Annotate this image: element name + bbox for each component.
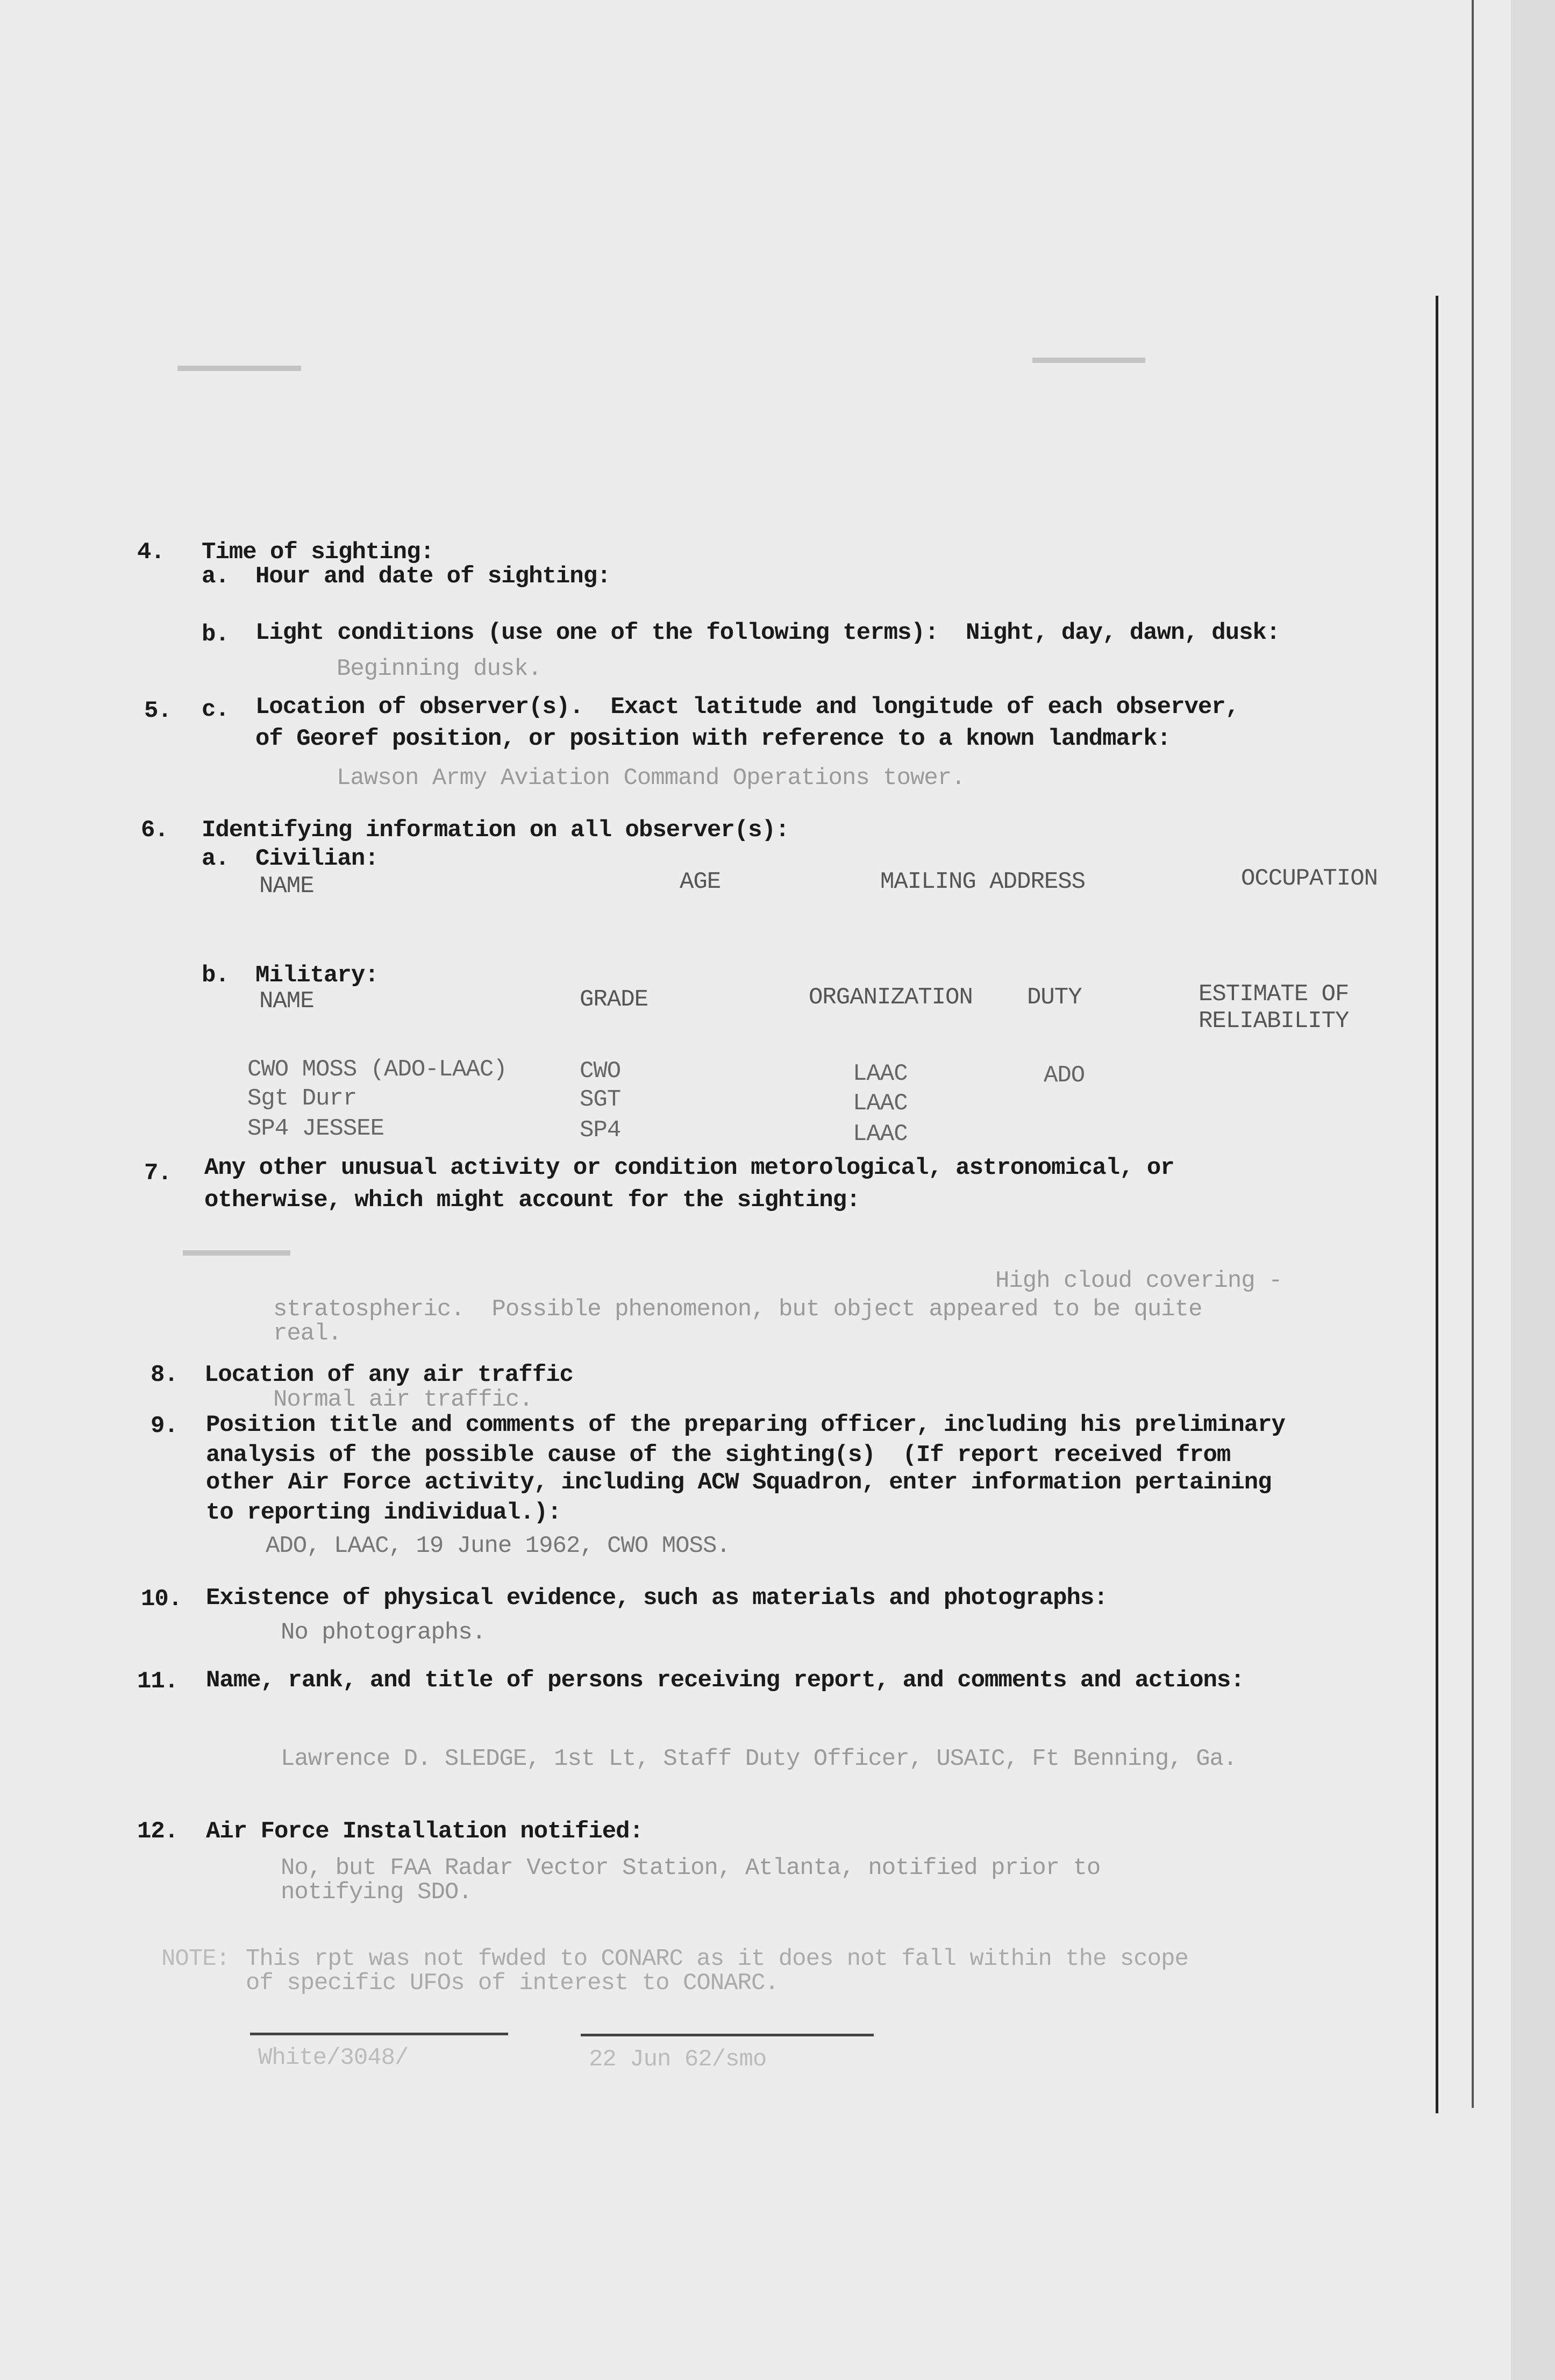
observer-org: LAAC: [853, 1121, 908, 1148]
redaction-mark: [177, 366, 301, 371]
item-9-answer: ADO, LAAC, 19 June 1962, CWO MOSS.: [266, 1533, 730, 1559]
item-4b-label: Light conditions (use one of the following terms): Night, day, dawn, dusk:: [255, 619, 1280, 646]
item-4b-answer: Beginning dusk.: [337, 655, 542, 682]
page-edge: [1511, 0, 1555, 2380]
item-4a-letter: a.: [202, 563, 229, 590]
item-6a-label: Civilian:: [255, 845, 379, 872]
margin-line: [1436, 296, 1438, 2113]
item-6b-label: Military:: [255, 962, 379, 989]
item-6a-letter: a.: [202, 845, 229, 872]
item-7-number: 7.: [144, 1160, 172, 1187]
item-8-label: Location of any air traffic: [204, 1362, 573, 1388]
observer-org: LAAC: [853, 1060, 908, 1087]
signature-line-left: [250, 2033, 508, 2035]
civilian-header-name: NAME: [259, 873, 314, 900]
item-12-answer2: notifying SDO.: [281, 1879, 472, 1906]
item-4-number: 4.: [137, 539, 165, 566]
observer-grade: CWO: [580, 1058, 621, 1085]
note-line2: of specific UFOs of interest to CONARC.: [246, 1970, 779, 1997]
item-7-answer3: real.: [273, 1320, 342, 1347]
item-5-answer: Lawson Army Aviation Command Operations tower.: [337, 765, 965, 792]
military-header-name: NAME: [259, 988, 314, 1015]
item-5-line2: of Georef position, or position with reference to a known landmark:: [255, 725, 1171, 752]
page-border-line: [1472, 0, 1474, 2108]
redaction-mark: [1032, 358, 1145, 363]
item-4-label: Time of sighting:: [202, 539, 434, 566]
item-6b-letter: b.: [202, 962, 229, 989]
civilian-header-age: AGE: [680, 868, 721, 895]
military-header-estimate: ESTIMATE OF: [1199, 981, 1349, 1008]
item-5-number: 5.: [144, 697, 172, 724]
item-11-label: Name, rank, and title of persons receiving report, and comments and actions:: [206, 1667, 1244, 1694]
observer-org: LAAC: [853, 1090, 908, 1117]
item-9-line3: other Air Force activity, including ACW Squadron, enter information pertaining: [206, 1469, 1272, 1496]
item-4a-label: Hour and date of sighting:: [255, 563, 611, 590]
item-10-answer: No photographs.: [281, 1619, 486, 1646]
item-7-line2: otherwise, which might account for the sighting:: [204, 1187, 860, 1214]
item-11-answer: Lawrence D. SLEDGE, 1st Lt, Staff Duty Officer, USAIC, Ft Benning, Ga.: [281, 1745, 1237, 1772]
item-6-label: Identifying information on all observer(s):: [202, 817, 789, 844]
observer-grade: SP4: [580, 1117, 621, 1144]
redaction-mark: [183, 1250, 290, 1256]
note-prefix: NOTE:: [161, 1946, 230, 1972]
observer-duty: ADO: [1044, 1062, 1085, 1089]
item-8-answer: Normal air traffic.: [273, 1386, 533, 1413]
civilian-header-occupation: OCCUPATION: [1241, 865, 1378, 892]
footer-left-ref: White/3048/: [258, 2044, 409, 2071]
item-9-line2: analysis of the possible cause of the sighting(s) (If report received from: [206, 1442, 1231, 1469]
item-10-label: Existence of physical evidence, such as materials and photographs:: [206, 1585, 1108, 1612]
item-12-label: Air Force Installation notified:: [206, 1818, 643, 1845]
item-12-answer1: No, but FAA Radar Vector Station, Atlanta, notified prior to: [281, 1855, 1101, 1882]
military-header-grade: GRADE: [580, 986, 648, 1013]
item-7-answer2: stratospheric. Possible phenomenon, but object appeared to be quite: [273, 1296, 1202, 1323]
item-12-number: 12.: [137, 1818, 179, 1845]
item-9-line1: Position title and comments of the preparing officer, including his preliminary: [206, 1412, 1285, 1438]
note-line1: This rpt was not fwded to CONARC as it does not fall within the scope: [246, 1946, 1188, 1972]
item-9-line4: to reporting individual.):: [206, 1499, 561, 1526]
footer-right-ref: 22 Jun 62/smo: [589, 2046, 767, 2073]
item-11-number: 11.: [137, 1668, 179, 1695]
military-header-duty: DUTY: [1027, 984, 1082, 1011]
item-10-number: 10.: [141, 1586, 182, 1613]
observer-name: SP4 JESSEE: [247, 1115, 384, 1142]
item-9-number: 9.: [151, 1413, 178, 1440]
observer-grade: SGT: [580, 1086, 621, 1113]
item-6-number: 6.: [141, 817, 168, 844]
item-8-number: 8.: [151, 1362, 178, 1388]
item-4b-letter: b.: [202, 621, 229, 648]
item-7-answer1: High cloud covering -: [995, 1267, 1282, 1294]
military-header-reliability: RELIABILITY: [1199, 1008, 1349, 1035]
military-header-organization: ORGANIZATION: [809, 984, 973, 1011]
item-5-line1: Location of observer(s). Exact latitude and longitude of each observer,: [255, 694, 1239, 721]
civilian-header-address: MAILING ADDRESS: [880, 868, 1086, 895]
item-7-line1: Any other unusual activity or condition metorological, astronomical, or: [204, 1155, 1174, 1181]
signature-line-right: [581, 2034, 874, 2036]
observer-name: CWO MOSS (ADO-LAAC): [247, 1056, 507, 1083]
observer-name: Sgt Durr: [247, 1085, 357, 1112]
item-5-letter: c.: [202, 696, 229, 723]
